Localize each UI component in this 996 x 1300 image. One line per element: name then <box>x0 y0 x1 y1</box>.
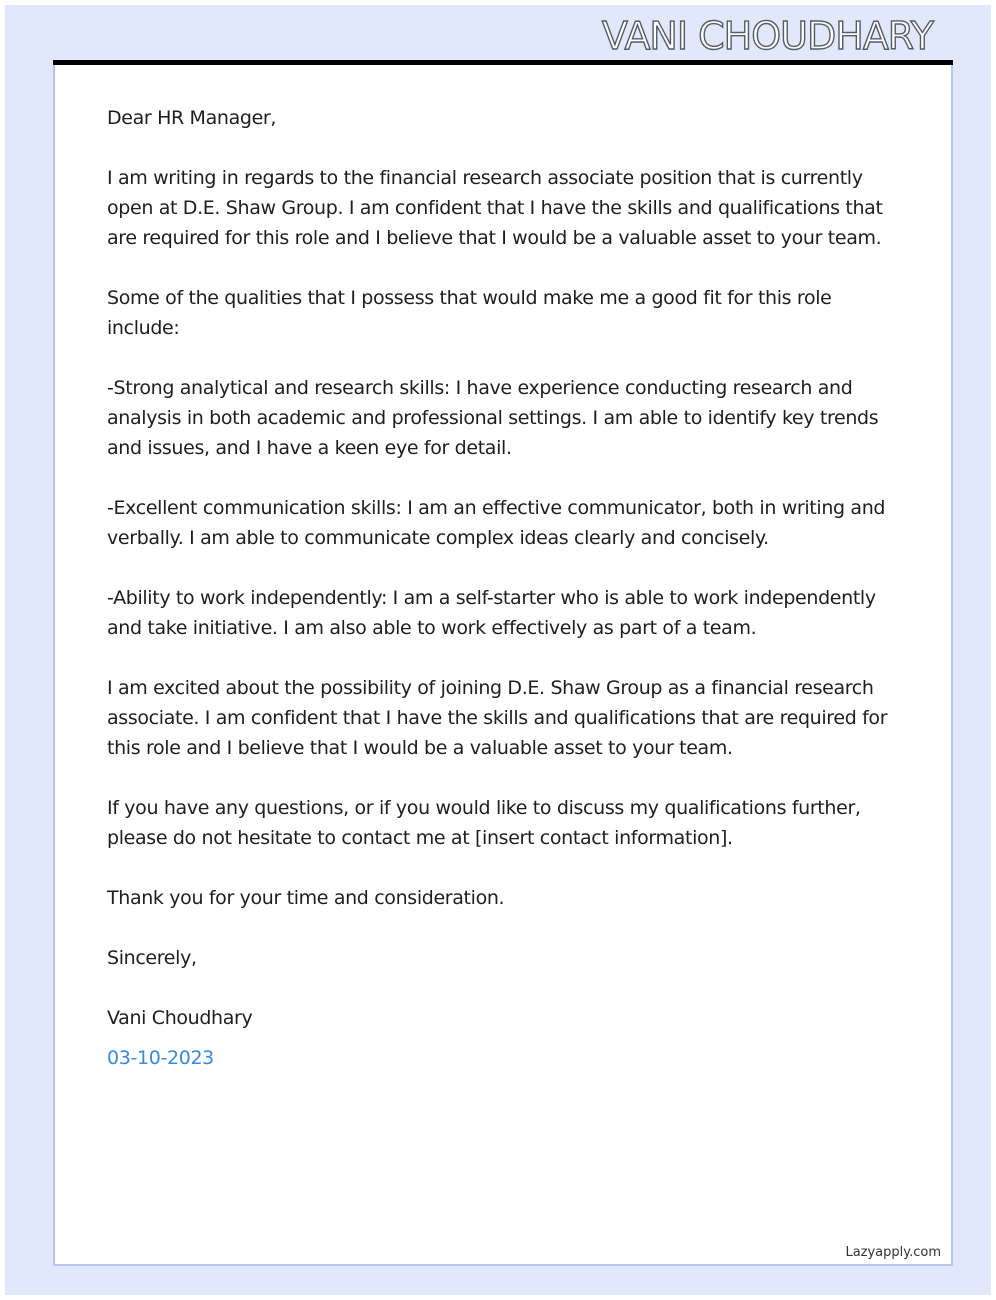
paragraph-communication: -Excellent communication skills: I am an effective communicator, both in writing and verbally. I am able to communicate complex ideas clearly and concisely. <box>107 497 886 549</box>
signature-name: Vani Choudhary <box>107 1007 253 1029</box>
paragraph-qualities: Some of the qualities that I possess that would make me a good fit for this role include: <box>107 287 832 339</box>
page-frame <box>5 5 991 1295</box>
paragraph-independent: -Ability to work independently: I am a self-starter who is able to work independently and take initiative. I am also able to work effectively as part of a team. <box>107 587 876 639</box>
paragraph-excited: I am excited about the possibility of joining D.E. Shaw Group as a financial research associate. I am confident that I have the skills and qualifications that are required for this role and I believe that I would be a valuable asset to your team. <box>107 677 888 759</box>
header-name: VANI CHOUDHARY <box>601 14 933 58</box>
salutation: Dear HR Manager, <box>107 107 277 129</box>
paragraph-analytical: -Strong analytical and research skills: I have experience conducting research and analysis in both academic and professional settings. I am able to identify key trends and issues, and I have a keen eye for detail. <box>107 377 879 459</box>
paragraph-intro: I am writing in regards to the financial research associate position that is currently open at D.E. Shaw Group. I am confident that I have the skills and qualifications that are required for this role and I believe that I would be a valuable asset to your team. <box>107 167 883 249</box>
closing: Sincerely, <box>107 947 197 969</box>
signature-date: 03-10-2023 <box>107 1047 214 1069</box>
footer-brand: Lazyapply.com <box>845 1245 941 1260</box>
paragraph-contact: If you have any questions, or if you would like to discuss my qualifications further, please do not hesitate to contact me at [insert contact information]. <box>107 797 861 849</box>
letter-body <box>107 103 907 1103</box>
letter-page <box>53 65 953 1266</box>
paragraph-thanks: Thank you for your time and consideration. <box>107 887 505 909</box>
